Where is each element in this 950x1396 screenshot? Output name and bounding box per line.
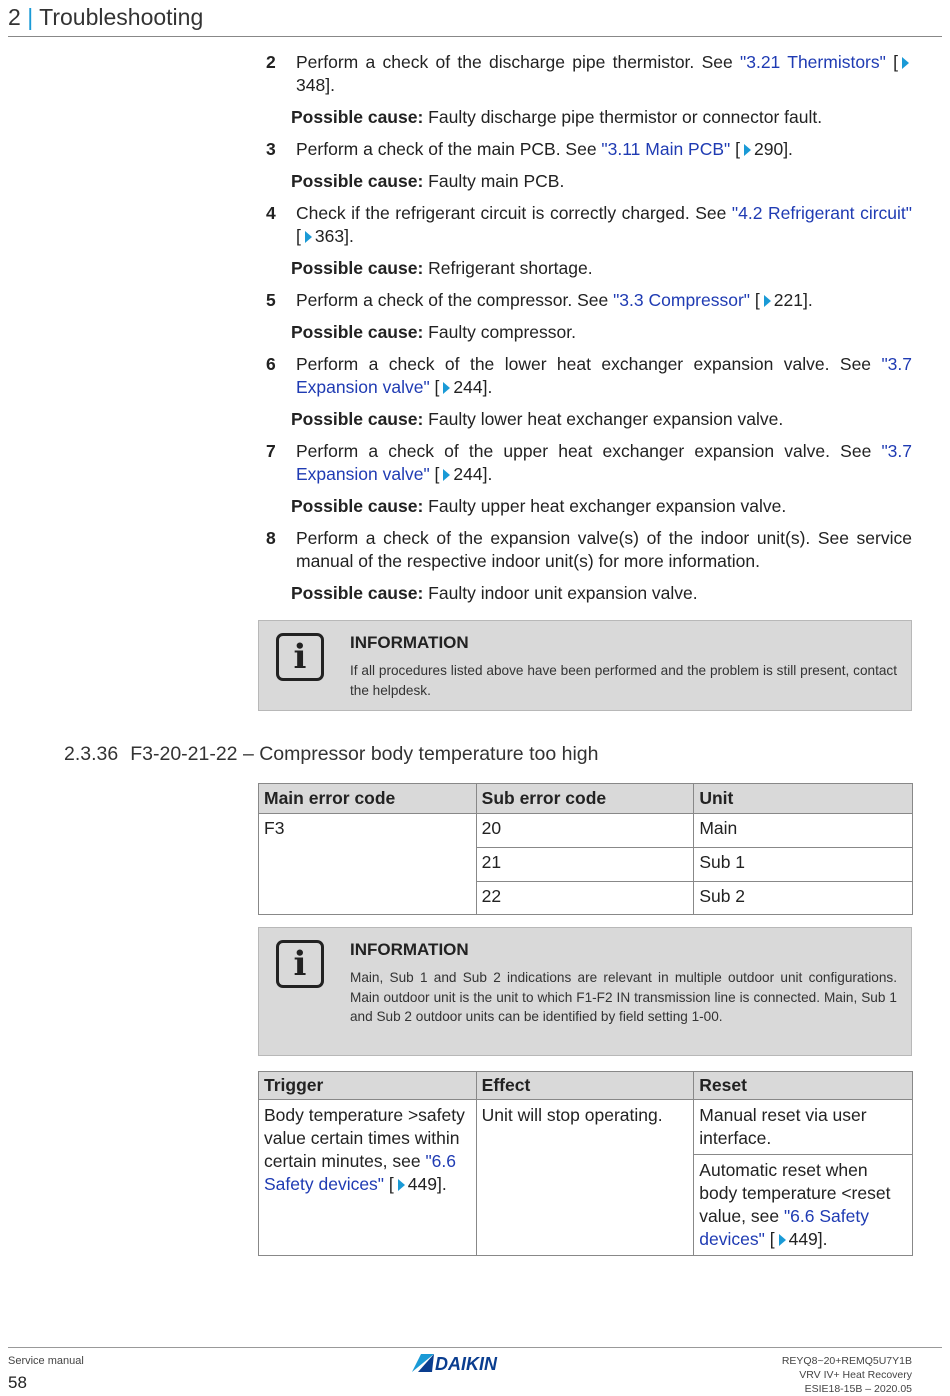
step-number: 4 [266, 203, 276, 223]
header-unit: Unit [694, 784, 913, 814]
chapter-title: Troubleshooting [39, 4, 204, 30]
header-effect: Effect [476, 1072, 694, 1100]
step-number: 7 [266, 441, 276, 461]
table-header-row [259, 784, 913, 814]
page-number: 58 [8, 1373, 27, 1392]
step-text: Check if the refrigerant circuit is correctly charged. See [296, 203, 732, 223]
chapter-number: 2 [8, 4, 21, 30]
cause-text: Faulty compressor. [428, 322, 576, 342]
footer-doc-id: ESIE18-15B – 2020.05 [804, 1383, 912, 1395]
unit-cell: Sub 2 [694, 882, 913, 915]
cause-label: Possible cause: [291, 496, 424, 516]
cause-label: Possible cause: [291, 409, 424, 429]
trigger-text: Body temperature >safety value certain times within certain minutes, see [264, 1105, 465, 1171]
unit-cell: Main [694, 814, 913, 848]
step-text: Perform a check of the discharge pipe thermistor. See [296, 52, 741, 72]
table-header-row [259, 1072, 913, 1100]
cause-text: Refrigerant shortage. [428, 258, 593, 278]
step-text: Perform a check of the lower heat exchanger expansion valve. See [296, 354, 882, 374]
xref-link-main-pcb[interactable]: "3.11 Main PCB" [601, 139, 731, 159]
section-number: 2.3.36 [64, 743, 119, 765]
footer-product: VRV IV+ Heat Recovery [799, 1369, 912, 1381]
page-arrow-icon [764, 295, 771, 307]
step-text: Perform a check of the main PCB. See [296, 139, 602, 159]
page-ref: 290 [753, 139, 784, 159]
possible-cause-6 [266, 408, 912, 431]
header-main-error-code: Main error code [259, 784, 477, 814]
possible-cause-4 [266, 257, 912, 280]
error-code-table [258, 783, 913, 915]
step-5: 5 Perform a check of the compressor. See "3.3 Compressor" [ 221]. [266, 290, 813, 310]
step-number: 6 [266, 354, 276, 374]
info-text: If all procedures listed above have been performed and the problem is still present, contact the helpdesk. [350, 663, 897, 698]
step-number: 3 [266, 139, 276, 159]
step-8 [266, 527, 912, 573]
possible-cause-5 [266, 321, 912, 344]
info-icon: i [276, 940, 324, 988]
sub-code-cell: 20 [476, 814, 694, 848]
footer-model-info [782, 1354, 912, 1396]
section-title: F3-20-21-22 – Compressor body temperature too high [130, 743, 599, 765]
cause-text: Faulty discharge pipe thermistor or connector fault. [428, 107, 823, 127]
page-arrow-icon [398, 1179, 405, 1191]
information-box-units [258, 927, 912, 1056]
unit-cell: Sub 1 [694, 848, 913, 882]
xref-link-expansion-valve[interactable]: "3.7 Expansion valve" [296, 354, 912, 397]
header-separator: | [27, 4, 34, 30]
cause-text: Faulty upper heat exchanger expansion valve. [428, 496, 787, 516]
page-ref: 244 [453, 377, 483, 397]
page-arrow-icon [305, 231, 312, 243]
logo-text: DAIKIN [435, 1354, 497, 1374]
reset-automatic-cell: Automatic reset when body temperature <reset value, see "6.6 Safety devices" [ 449]. [694, 1155, 913, 1256]
table-row [259, 1100, 913, 1155]
xref-link-safety-devices[interactable]: "6.6 Safety devices" [699, 1206, 869, 1249]
sub-code-cell: 22 [476, 882, 694, 915]
step-text: Perform a check of the compressor. See [296, 290, 614, 310]
footer-doc-type: Service manual [8, 1355, 84, 1367]
possible-cause-2 [266, 106, 912, 129]
step-text: Perform a check of the upper heat exchanger expansion valve. See [296, 441, 882, 461]
step-number: 8 [266, 528, 276, 548]
daikin-logo [410, 1352, 514, 1379]
page-arrow-icon [779, 1234, 786, 1246]
information-box-helpdesk [258, 620, 912, 711]
page-ref: 449 [407, 1174, 437, 1194]
sub-code-cell: 21 [476, 848, 694, 882]
page-ref: 244 [453, 464, 483, 484]
cause-text: Faulty lower heat exchanger expansion valve. [428, 409, 784, 429]
header-reset: Reset [694, 1072, 913, 1100]
header-trigger: Trigger [259, 1072, 477, 1100]
cause-label: Possible cause: [291, 171, 424, 191]
page-arrow-icon [443, 469, 450, 481]
cause-text: Faulty indoor unit expansion valve. [428, 583, 698, 603]
header-sub-error-code: Sub error code [476, 784, 694, 814]
header-rule [8, 36, 942, 37]
xref-link-safety-devices[interactable]: "6.6 Safety devices" [264, 1151, 457, 1194]
xref-link-compressor[interactable]: "3.3 Compressor" [613, 290, 751, 310]
page-ref: 221 [773, 290, 803, 310]
cause-text: Faulty main PCB. [428, 171, 565, 191]
page-arrow-icon [902, 57, 909, 69]
trigger-cell: Body temperature >safety value certain times within certain minutes, see "6.6 Safety devices" [ 449]. [259, 1100, 477, 1256]
xref-link-refrigerant-circuit[interactable]: "4.2 Refrigerant circuit" [731, 203, 912, 223]
main-error-code-cell: F3 [259, 814, 477, 915]
step-3: 3 Perform a check of the main PCB. See "3.11 Main PCB" [ 290]. [266, 139, 793, 159]
info-title: INFORMATION [350, 940, 469, 959]
trigger-effect-reset-table [258, 1071, 913, 1256]
effect-cell: Unit will stop operating. [476, 1100, 694, 1256]
step-text: Perform a check of the expansion valve(s) of the indoor unit(s). See service manual of the respective indoor unit(s) for more information. [296, 528, 912, 571]
reset-text: Automatic reset when body temperature <reset value, see [699, 1160, 891, 1226]
cause-label: Possible cause: [291, 107, 424, 127]
footer-model: REYQ8~20+REMQ5U7Y1B [781, 1355, 912, 1367]
step-7: 7 Perform a check of the upper heat exchanger expansion valve. See "3.7 Expansion valve" [ 244]. [266, 441, 912, 484]
page-ref: 363 [314, 226, 345, 246]
step-2: 2 Perform a check of the discharge pipe thermistor. See "3.21 Thermistors" [348]. [266, 51, 912, 97]
possible-cause-3 [266, 170, 912, 193]
info-text: Main, Sub 1 and Sub 2 indications are relevant in multiple outdoor unit configurations. Main outdoor unit is the unit to which F1-F2 IN transmission line is connected. Main, Sub 1 and Sub 2 outdoor units can be identified by field setting 1-00. [350, 970, 897, 1024]
cause-label: Possible cause: [291, 258, 424, 278]
step-number: 5 [266, 290, 276, 310]
table-row [259, 814, 913, 848]
section-heading [64, 743, 598, 766]
step-6: 6 Perform a check of the lower heat exchanger expansion valve. See "3.7 Expansion valve" [ 244]. [266, 354, 912, 397]
footer-rule [8, 1347, 942, 1348]
cause-label: Possible cause: [291, 583, 424, 603]
info-icon: i [276, 633, 324, 681]
possible-cause-8 [266, 582, 912, 605]
page-arrow-icon [443, 382, 450, 394]
xref-link-expansion-valve[interactable]: "3.7 Expansion valve" [296, 441, 912, 484]
page-arrow-icon [744, 144, 751, 156]
page-header [8, 4, 203, 31]
possible-cause-7 [266, 495, 912, 518]
xref-link-thermistors[interactable]: "3.21 Thermistors" [740, 52, 886, 72]
info-title: INFORMATION [350, 633, 469, 652]
step-number: 2 [266, 52, 276, 72]
daikin-logo-mark [410, 1352, 514, 1374]
step-4: 4 Check if the refrigerant circuit is correctly charged. See "4.2 Refrigerant circuit" [ 363]. [266, 203, 912, 246]
page-ref: 348 [296, 75, 326, 95]
procedure-steps [266, 51, 912, 614]
cause-label: Possible cause: [291, 322, 424, 342]
page-ref: 449 [788, 1229, 818, 1249]
reset-manual-cell: Manual reset via user interface. [694, 1100, 913, 1155]
